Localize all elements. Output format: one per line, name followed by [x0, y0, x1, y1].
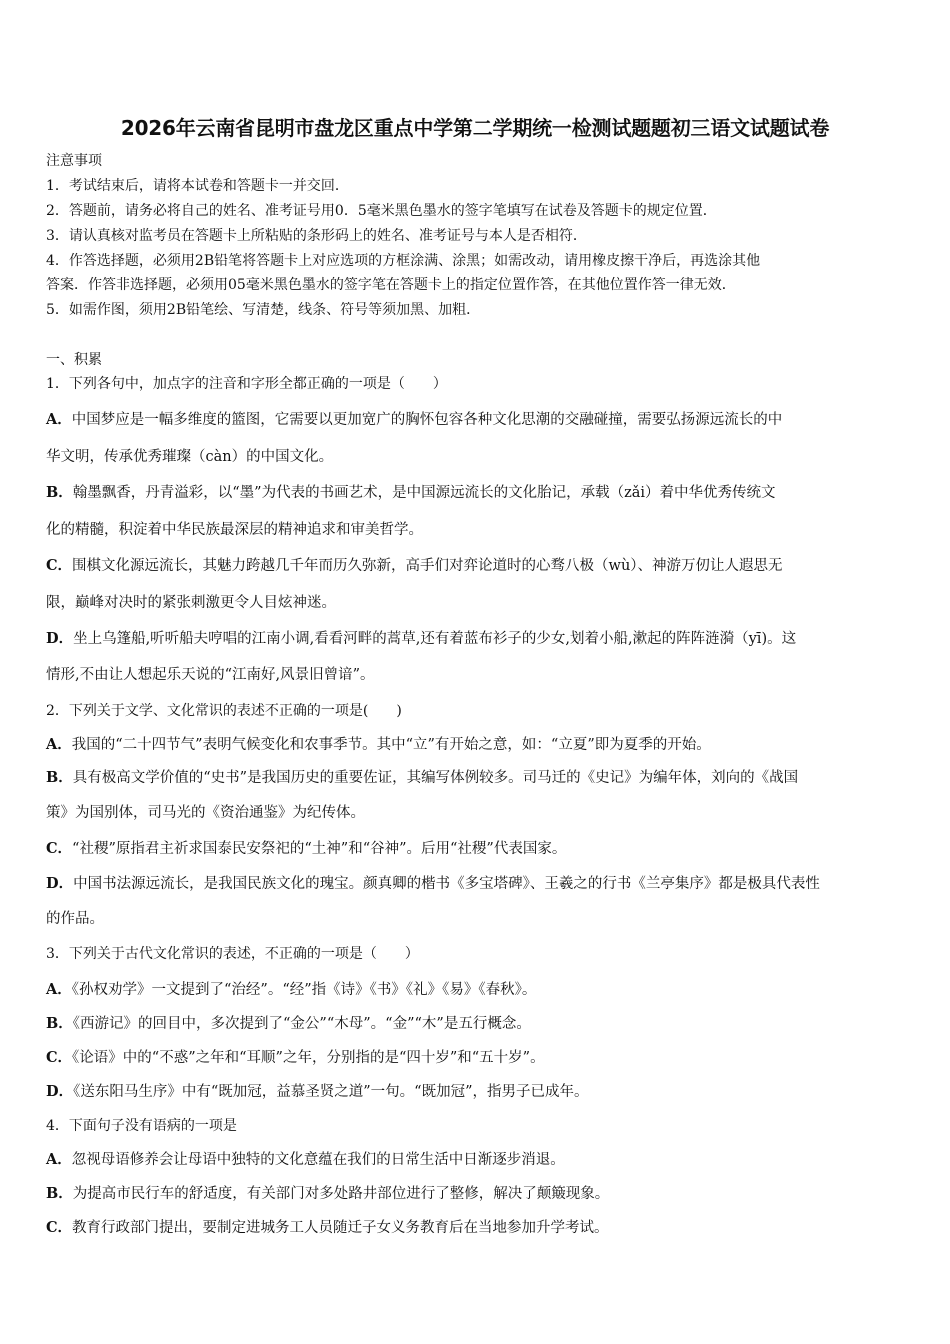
q3-option-a: [46, 980, 916, 1000]
option-label: B．: [46, 769, 73, 786]
option-label: C．: [46, 1049, 73, 1066]
question-3-stem: 3．下列关于古代文化常识的表述，不正确的一项是（ ）: [46, 946, 419, 962]
q1-option-d: [46, 629, 916, 649]
option-text: 教育行政部门提出，要制定进城务工人员随迁子女义务教育后在当地参加升学考试。: [72, 1220, 609, 1236]
option-label: C．: [46, 840, 73, 857]
q2-option-c: [46, 839, 916, 859]
option-label: D．: [46, 630, 74, 647]
q2-option-d-cont: 的作品。: [46, 911, 104, 927]
q2-option-d: [46, 874, 916, 894]
q1-option-b-cont: 化的精髓，积淀着中华民族最深层的精神追求和审美哲学。: [46, 522, 423, 538]
option-label: B．: [46, 484, 73, 501]
question-1-stem: 1．下列各句中，加点字的注音和字形全都正确的一项是（ ）: [46, 376, 447, 392]
option-text: 忽视母语修养会让母语中独特的文化意蕴在我们的日常生活中日渐逐步消退。: [71, 1152, 565, 1168]
option-text: 《送东阳马生序》中有“既加冠，益慕圣贤之道”一句。“既加冠”，指男子已成年。: [73, 1084, 589, 1100]
option-text: 翰墨飘香，丹青溢彩，以“墨”为代表的书画艺术，是中国源远流长的文化胎记，承载（zǎi）着中华优秀传统文: [72, 485, 776, 501]
option-text: 《西游记》的回目中，多次提到了“金公”“木母”。“金”“木”是五行概念。: [72, 1016, 531, 1032]
option-label: D．: [46, 1083, 74, 1100]
notice-item: 答案．作答非选择题，必须用05毫米黑色墨水的签字笔在答题卡上的指定位置作答，在其他位置作答一律无效．: [46, 277, 736, 293]
option-text: 中国书法源远流长，是我国民族文化的瑰宝。颜真卿的楷书《多宝塔碑》、王羲之的行书《兰亭集序》都是极具代表性: [73, 876, 820, 892]
option-text: 中国梦应是一幅多维度的篮图，它需要以更加宽广的胸怀包容各种文化思潮的交融碰撞，需要弘扬源远流长的中: [71, 412, 783, 428]
notice-heading: 注意事项: [46, 153, 102, 169]
section-heading: 一、积累: [46, 352, 102, 368]
q1-option-a-cont: 华文明，传承优秀璀璨（càn）的中国文化。: [46, 449, 334, 465]
option-label: A．: [46, 411, 72, 428]
notice-item: 3．请认真核对监考员在答题卡上所粘贴的条形码上的姓名、准考证号与本人是否相符．: [46, 228, 587, 244]
page-title: 2026年云南省昆明市盘龙区重点中学第二学期统一检测试题题初三语文试题试卷: [120, 116, 830, 140]
option-label: A．: [46, 736, 72, 753]
notice-item: 4．作答选择题，必须用2B铅笔将答题卡上对应选项的方框涂满、涂黑；如需改动，请用橡皮擦干净后，再选涂其他: [46, 253, 761, 269]
option-label: B．: [46, 1185, 73, 1202]
option-label: A．: [46, 981, 72, 998]
q2-option-a: [46, 735, 916, 755]
notice-item: 1．考试结束后，请将本试卷和答题卡一并交回．: [46, 178, 349, 194]
q1-option-c: [46, 556, 916, 576]
q1-option-a: [46, 410, 916, 430]
q3-option-b: [46, 1014, 916, 1034]
q4-option-c: [46, 1218, 916, 1238]
option-label: A．: [46, 1151, 72, 1168]
q2-option-b: [46, 768, 916, 788]
option-label: B．: [46, 1015, 73, 1032]
q1-option-d-cont: 情形,不由让人想起乐天说的“江南好,风景旧曾谙”。: [46, 667, 375, 683]
option-label: C．: [46, 1219, 73, 1236]
option-text: 坐上乌篷船,听听船夫哼唱的江南小调,看看河畔的蒿草,还有着蓝布衫子的少女,划着小船,漱起的阵阵涟漪（yī)。这: [73, 631, 797, 647]
option-text: 《孙权劝学》一文提到了“治经”。“经”指《诗》《书》《礼》《易》《春秋》。: [71, 982, 537, 998]
question-2-stem: 2．下列关于文学、文化常识的表述不正确的一项是( ): [46, 703, 402, 719]
option-text: 围棋文化源远流长，其魅力跨越几千年而历久弥新，高手们对弈论道时的心骛八极（wù）、神游万仞让人遐思无: [72, 558, 783, 574]
option-text: 为提高市民行车的舒适度，有关部门对多处路井部位进行了整修，解决了颠簸现象。: [72, 1186, 610, 1202]
q1-option-c-cont: 限，巅峰对决时的紧张刺激更令人目炫神迷。: [46, 595, 336, 611]
option-label: C．: [46, 557, 73, 574]
notice-item: 5．如需作图，须用2B铅笔绘、写清楚，线条、符号等须加黑、加粗．: [46, 302, 481, 318]
q4-option-a: [46, 1150, 916, 1170]
q1-option-b: [46, 483, 916, 503]
option-text: “社稷”原指君主祈求国泰民安祭祀的“土神”和“谷神”。后用“社稷”代表国家。: [72, 841, 567, 857]
option-label: D．: [46, 875, 74, 892]
q3-option-c: [46, 1048, 916, 1068]
notice-item: 2．答题前，请务必将自己的姓名、准考证号用0．5毫米黑色墨水的签字笔填写在试卷及答题卡的规定位置．: [46, 203, 717, 219]
option-text: 《论语》中的“不惑”之年和“耳顺”之年，分别指的是“四十岁”和“五十岁”。: [72, 1050, 545, 1066]
option-text: 具有极高文学价值的“史书”是我国历史的重要佐证，其编写体例较多。司马迁的《史记》为编年体，刘向的《战国: [72, 770, 799, 786]
q3-option-d: [46, 1082, 916, 1102]
q4-option-b: [46, 1184, 916, 1204]
question-4-stem: 4．下面句子没有语病的一项是: [46, 1118, 237, 1134]
q2-option-b-cont: 策》为国别体，司马光的《资治通鉴》为纪传体。: [46, 805, 365, 821]
option-text: 我国的“二十四节气”表明气候变化和农事季节。其中“立”有开始之意，如：“立夏”即为夏季的开始。: [71, 737, 711, 753]
